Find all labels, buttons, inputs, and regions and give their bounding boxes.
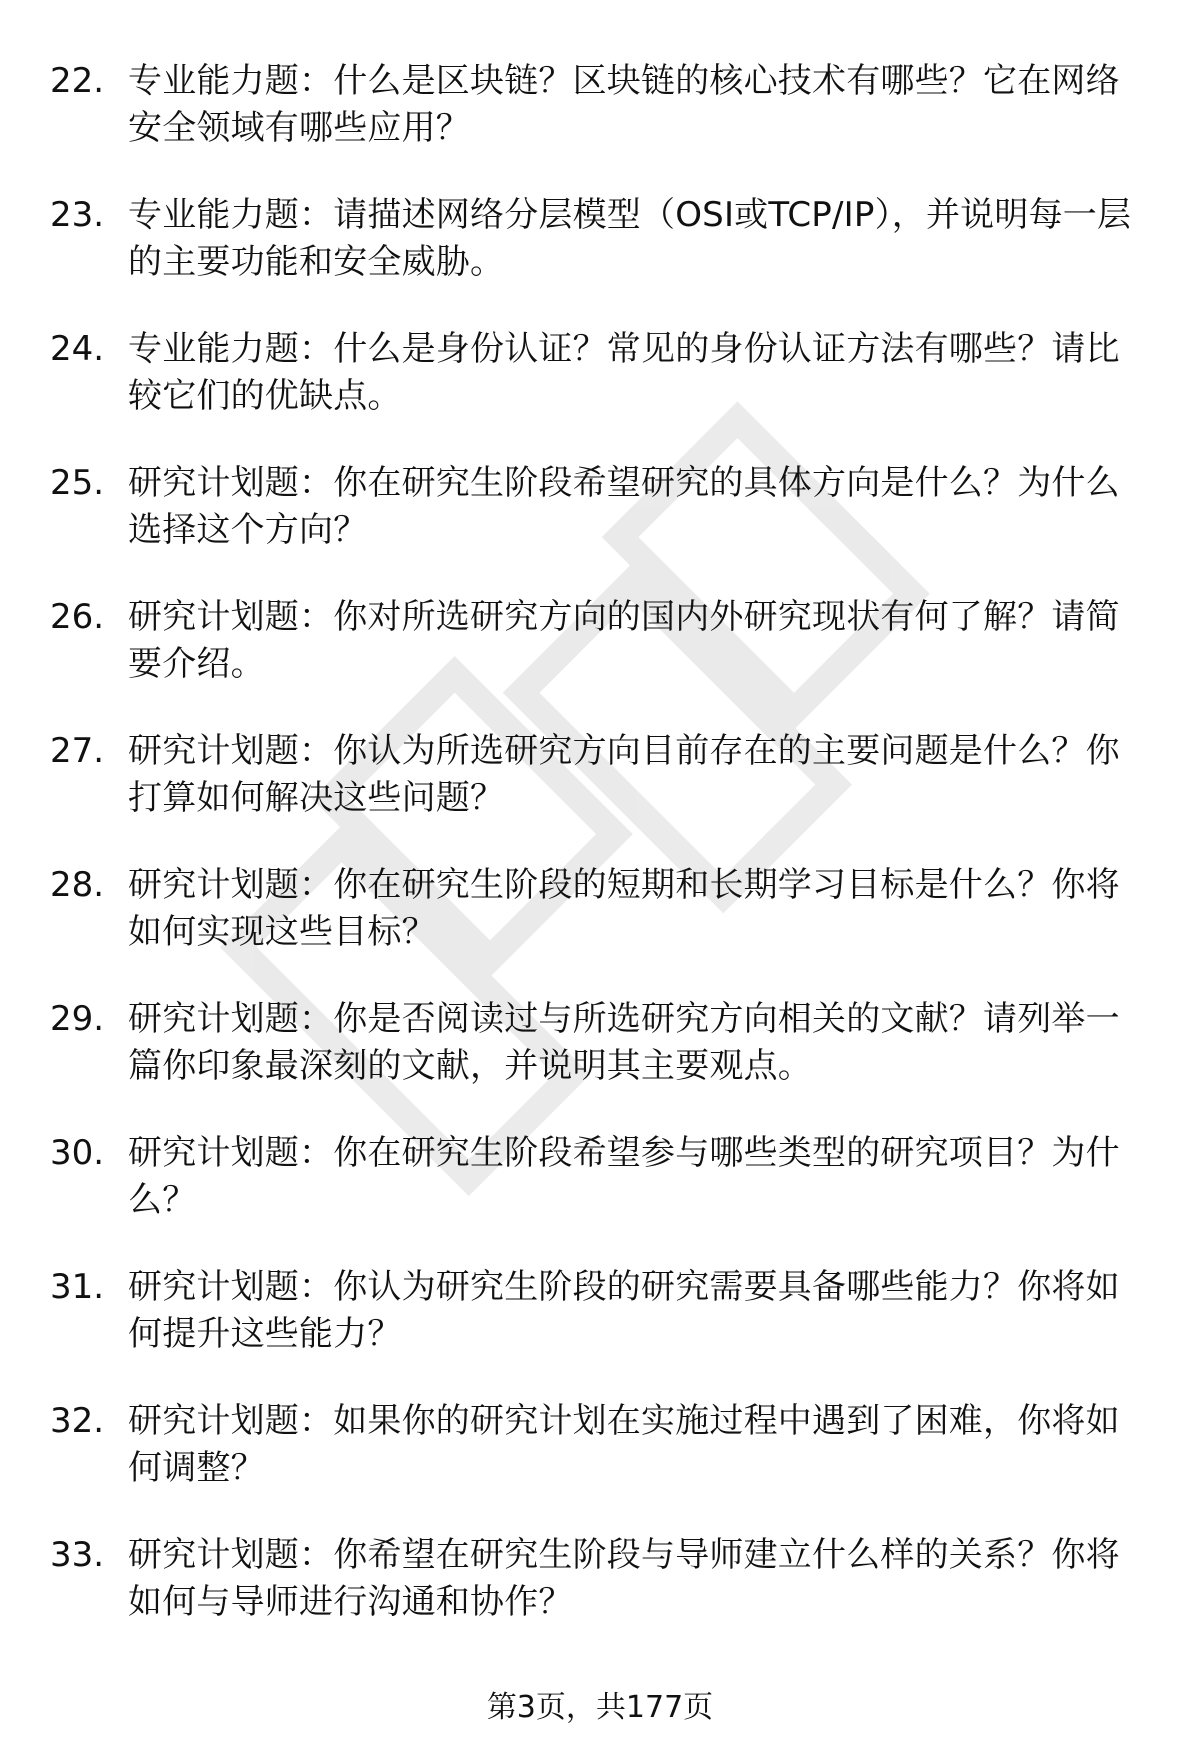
question-number: 26. (50, 597, 105, 637)
question-number: 31. (50, 1267, 105, 1307)
question-text: 研究计划题：你希望在研究生阶段与导师建立什么样的关系？你将如何与导师进行沟通和协作？ (128, 1535, 1120, 1622)
question-item (50, 58, 1140, 152)
question-item (50, 1398, 1140, 1492)
question-text: 专业能力题：请描述网络分层模型（OSI或TCP/IP），并说明每一层的主要功能和安全威胁。 (128, 195, 1132, 282)
question-text: 研究计划题：你认为所选研究方向目前存在的主要问题是什么？你打算如何解决这些问题？ (128, 731, 1120, 818)
question-number: 25. (50, 463, 105, 503)
question-text: 研究计划题：如果你的研究计划在实施过程中遇到了困难，你将如何调整？ (128, 1401, 1120, 1488)
question-item (50, 862, 1140, 956)
question-item (50, 192, 1140, 286)
question-number: 28. (50, 865, 105, 905)
question-text: 研究计划题：你在研究生阶段希望研究的具体方向是什么？为什么选择这个方向？ (128, 463, 1120, 550)
question-text: 研究计划题：你对所选研究方向的国内外研究现状有何了解？请简要介绍。 (128, 597, 1120, 684)
question-text: 研究计划题：你在研究生阶段的短期和长期学习目标是什么？你将如何实现这些目标？ (128, 865, 1120, 952)
question-item (50, 326, 1140, 420)
question-text: 专业能力题：什么是区块链？区块链的核心技术有哪些？它在网络安全领域有哪些应用？ (128, 61, 1120, 148)
question-text: 研究计划题：你在研究生阶段希望参与哪些类型的研究项目？为什么？ (128, 1133, 1120, 1220)
question-number: 23. (50, 195, 105, 235)
question-item (50, 1264, 1140, 1358)
page-footer (0, 1688, 1200, 1728)
question-number: 27. (50, 731, 105, 771)
page-number-label: 第3页，共177页 (486, 1690, 714, 1725)
question-item (50, 594, 1140, 688)
question-text: 专业能力题：什么是身份认证？常见的身份认证方法有哪些？请比较它们的优缺点。 (128, 329, 1120, 416)
question-item (50, 1532, 1140, 1626)
question-number: 32. (50, 1401, 105, 1441)
question-number: 33. (50, 1535, 105, 1575)
question-item (50, 728, 1140, 822)
question-text: 研究计划题：你是否阅读过与所选研究方向相关的文献？请列举一篇你印象最深刻的文献，并说明其主要观点。 (128, 999, 1120, 1086)
question-item (50, 996, 1140, 1090)
question-item (50, 460, 1140, 554)
question-number: 24. (50, 329, 105, 369)
question-number: 30. (50, 1133, 105, 1173)
question-text: 研究计划题：你认为研究生阶段的研究需要具备哪些能力？你将如何提升这些能力？ (128, 1267, 1120, 1354)
question-number: 29. (50, 999, 105, 1039)
question-number: 22. (50, 61, 105, 101)
question-item (50, 1130, 1140, 1224)
question-list (50, 58, 1140, 1666)
